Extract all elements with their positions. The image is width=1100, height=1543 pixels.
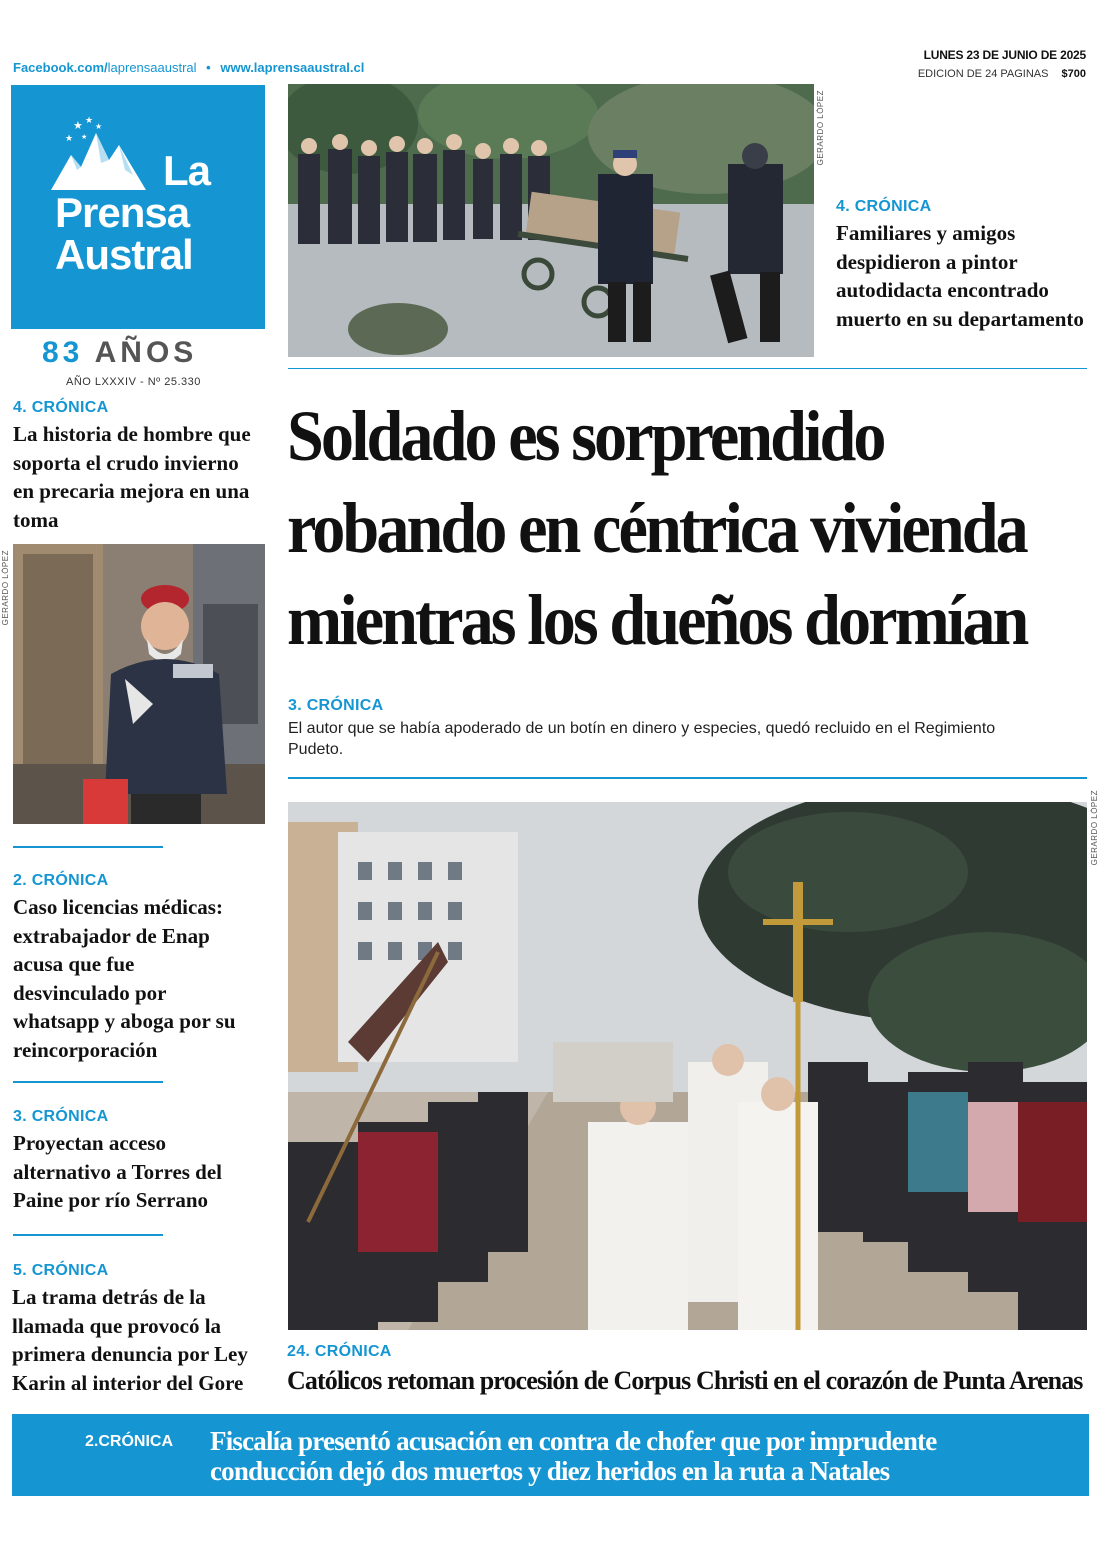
svg-text:★: ★: [95, 122, 103, 131]
sidebar-story3-section: 3. CRÓNICA: [13, 1108, 109, 1125]
masthead-logo[interactable]: [11, 85, 265, 329]
facebook-link[interactable]: Facebook.com/laprensaaustral: [13, 60, 197, 75]
procession-photo[interactable]: [288, 802, 1087, 1330]
sidebar-story3-headline[interactable]: Proyectan acceso alternativo a Torres del Paine por río Serrano: [13, 1131, 223, 1212]
anniversary: [42, 336, 197, 370]
sidebar-story1-photo[interactable]: [13, 544, 265, 824]
svg-text:★: ★: [85, 115, 94, 125]
main-divider-bottom: [288, 777, 1087, 779]
sidebar-story2-section: 2. CRÓNICA: [13, 872, 109, 889]
mountain-logo-icon: [51, 115, 151, 195]
sidebar-story4-section: 5. CRÓNICA: [13, 1262, 109, 1279]
bottom-banner-headline-2: conducción dejó dos muertos y diez heridos en la ruta a Natales: [210, 1456, 890, 1486]
masthead-title-line2: Prensa: [55, 189, 190, 236]
issue-number: AÑO LXXXIV - Nº 25.330: [66, 376, 201, 388]
top-story-photo[interactable]: [288, 84, 814, 357]
price: $700: [1061, 68, 1086, 80]
sidebar-story1-section: 4. CRÓNICA: [13, 399, 109, 416]
sidebar-photo-credit: GERARDO LÓPEZ: [1, 550, 10, 626]
top-story-headline[interactable]: Familiares y amigos despidieron a pintor autodidacta encontrado muerto en su departamento: [836, 221, 1084, 331]
sidebar-divider-1: [13, 846, 163, 848]
sidebar-divider-2: [13, 1081, 163, 1083]
sidebar-story1-headline[interactable]: La historia de hombre que soporta el crudo invierno en precaria mejora en una toma: [13, 422, 251, 532]
website-link[interactable]: www.laprensaaustral.cl: [220, 60, 365, 75]
svg-text:★: ★: [73, 120, 83, 132]
masthead-title-line3: Austral: [55, 231, 193, 278]
social-links: [13, 60, 364, 75]
main-headline[interactable]: Soldado es sorprendido robando en céntrica vivienda mientras los dueños dormían: [287, 396, 1027, 660]
main-story-section: 3. CRÓNICA: [288, 697, 384, 714]
anniversary-word: AÑOS: [94, 336, 198, 369]
edition-info: EDICION DE 24 PAGINAS $700: [917, 68, 1086, 80]
bottom-banner-section: 2.CRÓNICA: [85, 1433, 174, 1450]
main-divider-top: [288, 368, 1087, 369]
sidebar-divider-3: [13, 1234, 163, 1236]
sidebar-story2-headline[interactable]: Caso licencias médicas: extrabajador de Enap acusa que fue desvinculado por whatsapp y aboga por su reincorporación: [13, 895, 236, 1062]
bottom-banner[interactable]: [12, 1414, 1089, 1496]
separator-bullet: •: [206, 60, 211, 75]
photo-story-headline[interactable]: Católicos retoman procesión de Corpus Christi en el corazón de Punta Arenas: [287, 1366, 1083, 1395]
sidebar-story4-headline[interactable]: La trama detrás de la llamada que provocó la primera denuncia por Ley Karin al interior del Gore: [12, 1285, 248, 1395]
svg-text:★: ★: [65, 133, 74, 143]
bottom-banner-headline-1: Fiscalía presentó acusación en contra de chofer que por imprudente: [210, 1426, 937, 1456]
svg-text:★: ★: [81, 134, 88, 141]
issue-date: LUNES 23 DE JUNIO DE 2025: [923, 48, 1086, 62]
procession-photo-credit: GERARDO LÓPEZ: [1090, 790, 1099, 866]
top-photo-credit: GERARDO LÓPEZ: [816, 90, 825, 166]
main-story-summary: El autor que se había apoderado de un botín en dinero y especies, quedó recluido en el Regimiento Pudeto.: [288, 720, 996, 758]
masthead-title-line1: La: [163, 147, 211, 194]
photo-story-section: 24. CRÓNICA: [287, 1343, 392, 1360]
top-story-section: 4. CRÓNICA: [836, 198, 932, 215]
anniversary-number: 83: [42, 336, 84, 369]
